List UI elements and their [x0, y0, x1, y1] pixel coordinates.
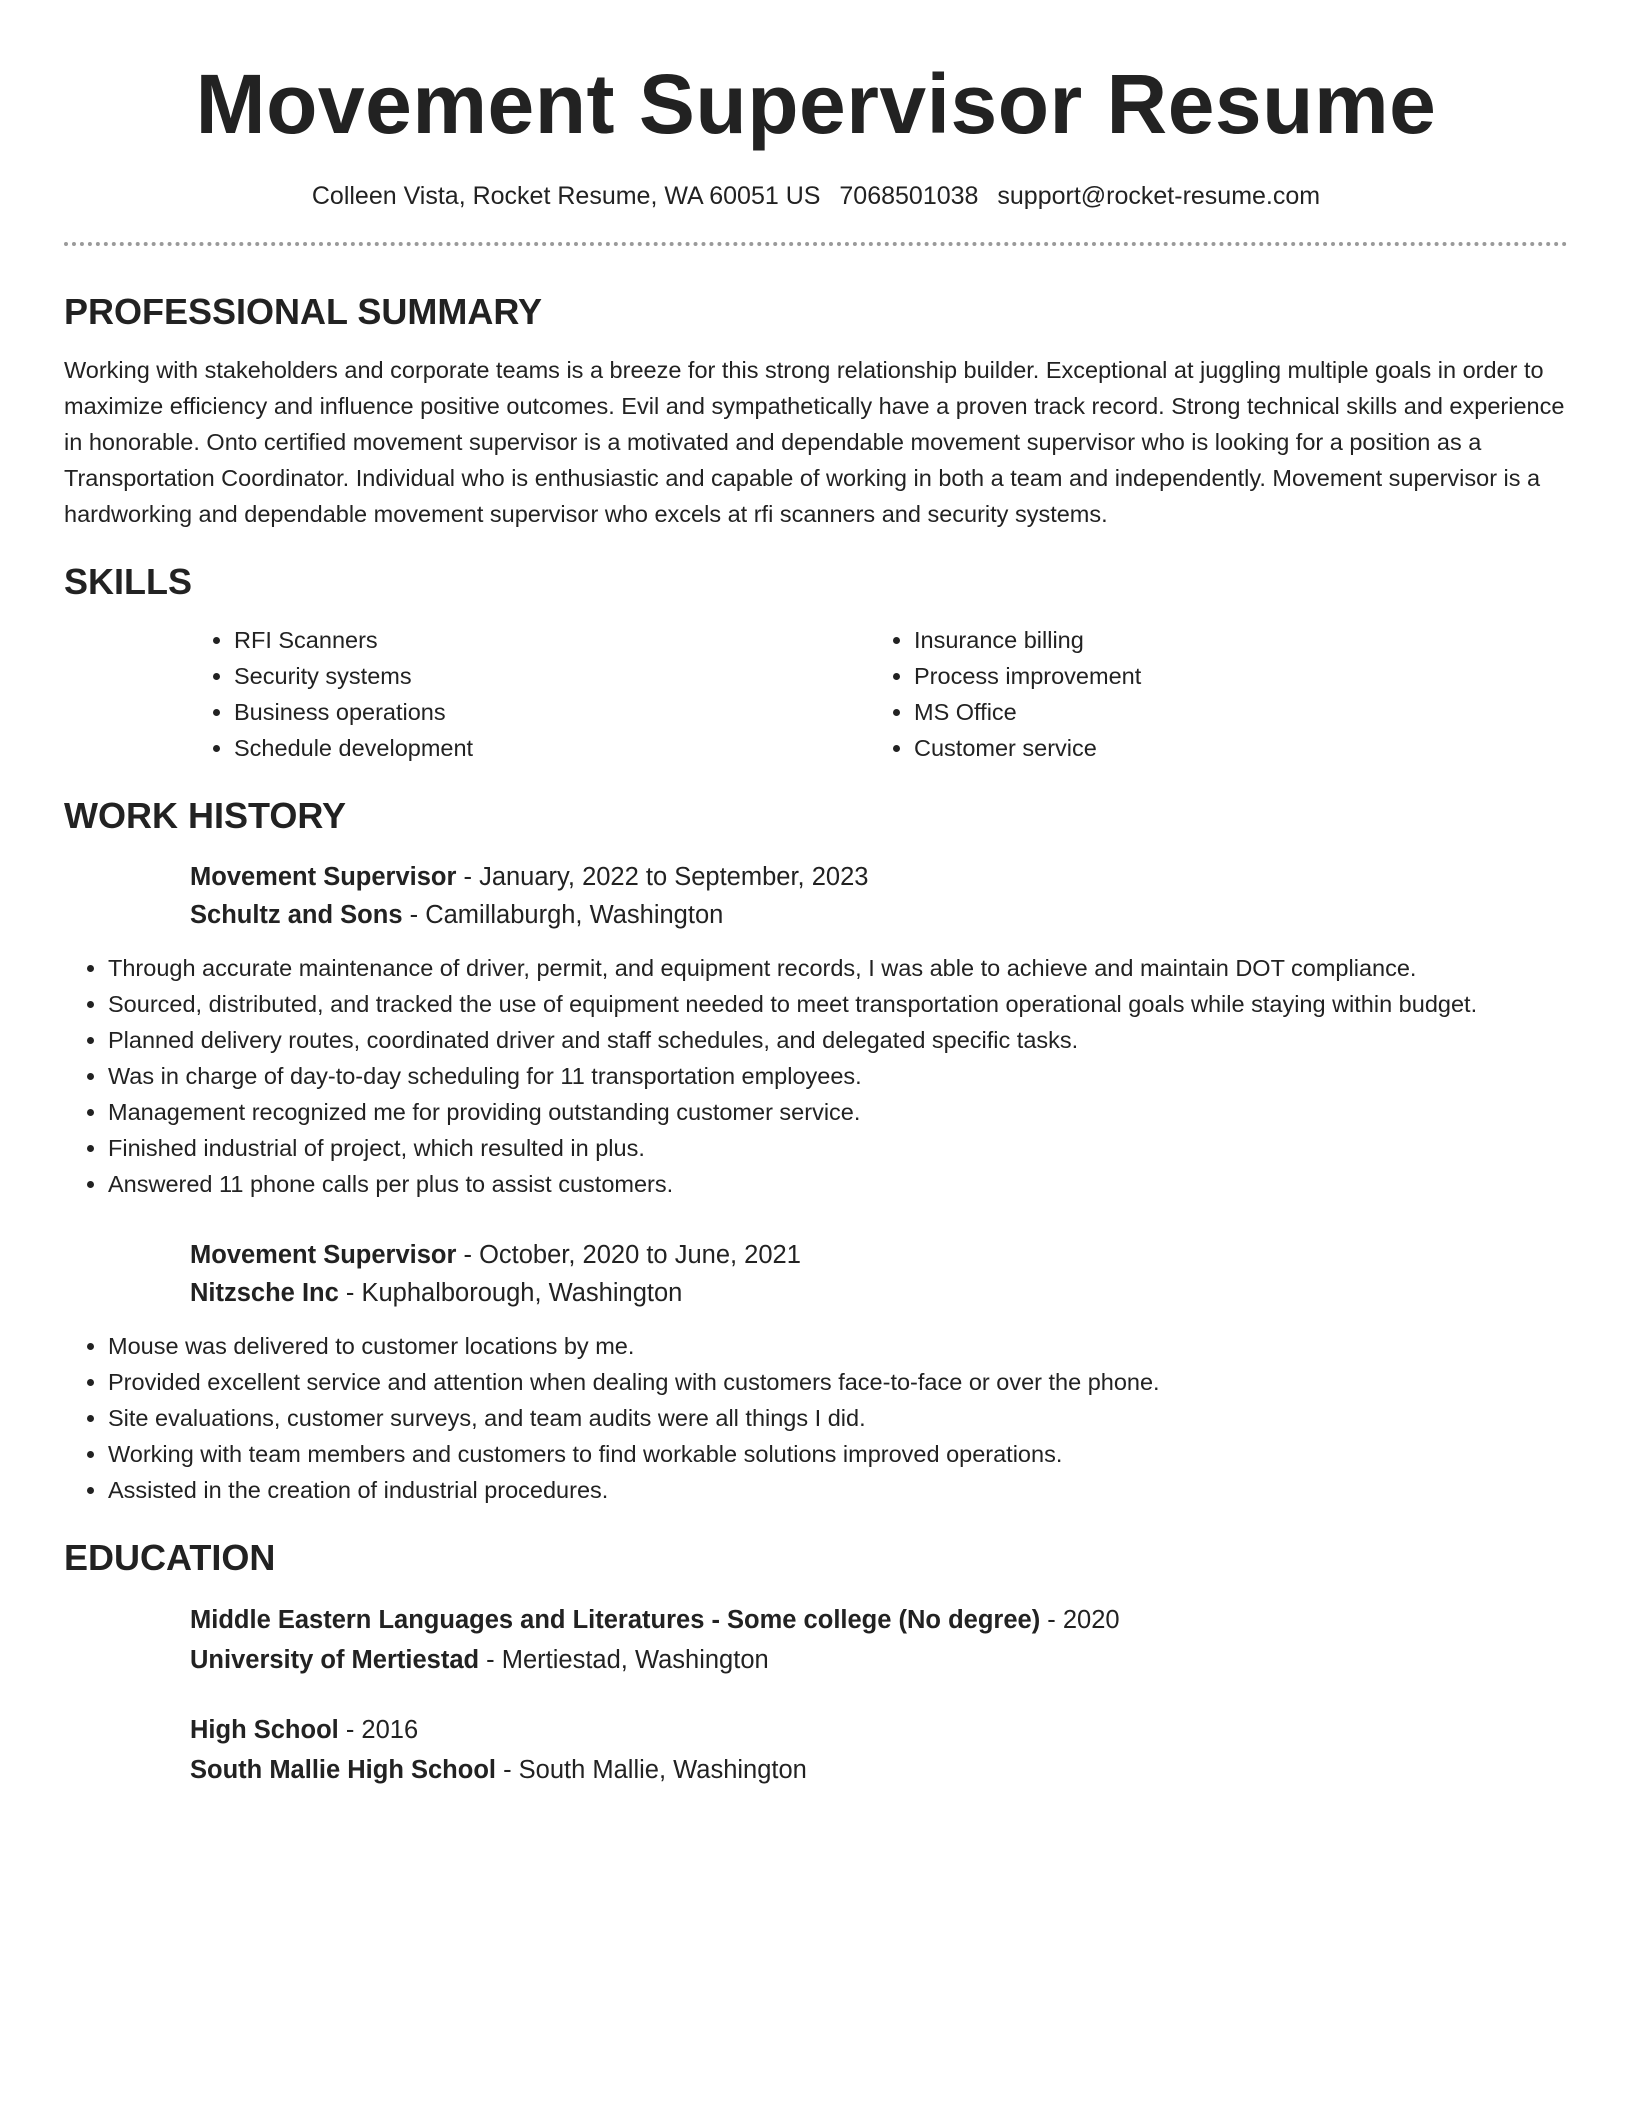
job-bullet: • Was in charge of day-to-day scheduling for 11 transportation employees. — [108, 1058, 1568, 1094]
job-location: - Camillaburgh, Washington — [402, 901, 724, 929]
education-school-line — [190, 1750, 1568, 1790]
skill-item: • Customer service — [914, 730, 1550, 766]
summary-text: Working with stakeholders and corporate teams is a breeze for this strong relationship builder. Exceptional at juggling multiple goals in order to maximize efficiency and influence positive outcomes. Evil and sympathetically have a proven track record. Strong technical skills and experience in honorable. Onto certified movement supervisor is a motivated and dependable movement supervisor who is looking for a position as a Transportation Coordinator. Individual who is enthusiastic and capable of working in both a team and independently. Movement supervisor is a hardworking and dependable movement supervisor who excels at rfi scanners and security systems. — [64, 357, 1565, 527]
skill-item: • Security systems — [234, 658, 870, 694]
education-year: - 2020 — [1040, 1606, 1120, 1634]
education-school: University of Mertiestad — [190, 1646, 480, 1674]
job-bullets — [64, 1328, 1568, 1508]
education-school-line — [190, 1640, 1568, 1680]
contact-phone: 7068501038 — [839, 182, 979, 210]
job-bullet: • Provided excellent service and attention when dealing with customers face-to-face or over the phone. — [108, 1364, 1568, 1400]
job-location: - Kuphalborough, Washington — [338, 1279, 683, 1307]
job-title-line — [190, 1236, 1568, 1274]
job-title: Movement Supervisor — [190, 1241, 457, 1269]
job-bullet: • Management recognized me for providing outstanding customer service. — [108, 1094, 1568, 1130]
skill-item: • Insurance billing — [914, 622, 1550, 658]
skills-list — [190, 622, 1568, 766]
skill-item: • Business operations — [234, 694, 870, 730]
job-dates: - January, 2022 to September, 2023 — [456, 863, 869, 891]
job-company-line — [190, 1274, 1568, 1312]
job-entry — [190, 1236, 1568, 1312]
job-bullet: • Mouse was delivered to customer locations by me. — [108, 1328, 1568, 1364]
section-title-skills: SKILLS — [64, 561, 193, 602]
section-title-work-history: WORK HISTORY — [64, 795, 347, 836]
job-company: Nitzsche Inc — [190, 1279, 339, 1307]
job-bullet: • Answered 11 phone calls per plus to assist customers. — [108, 1166, 1568, 1202]
job-title: Movement Supervisor — [190, 863, 457, 891]
skills-column-2 — [870, 622, 1550, 766]
education-location: - South Mallie, Washington — [496, 1756, 807, 1784]
job-entry — [190, 858, 1568, 934]
contact-address: Colleen Vista, Rocket Resume, WA 60051 US — [311, 182, 821, 210]
job-bullet: • Site evaluations, customer surveys, and team audits were all things I did. — [108, 1400, 1568, 1436]
section-title-summary: PROFESSIONAL SUMMARY — [64, 291, 543, 332]
contact-email: support@rocket-resume.com — [997, 182, 1321, 210]
job-bullets — [64, 950, 1568, 1202]
header-divider — [64, 242, 1568, 246]
skill-item: • MS Office — [914, 694, 1550, 730]
job-bullet: • Assisted in the creation of industrial procedures. — [108, 1472, 1568, 1508]
education-school: South Mallie High School — [190, 1756, 496, 1784]
job-title-line — [190, 858, 1568, 896]
education-year: - 2016 — [338, 1716, 419, 1744]
job-dates: - October, 2020 to June, 2021 — [456, 1241, 801, 1269]
skill-item: • Schedule development — [234, 730, 870, 766]
job-company: Schultz and Sons — [190, 901, 403, 929]
job-bullet: • Planned delivery routes, coordinated driver and staff schedules, and delegated specific tasks. — [108, 1022, 1568, 1058]
job-bullet: • Through accurate maintenance of driver, permit, and equipment records, I was able to achieve and maintain DOT compliance. — [108, 950, 1568, 986]
skills-column-1 — [190, 622, 870, 766]
resume-title: Movement Supervisor Resume — [195, 57, 1437, 151]
education-entry — [190, 1600, 1568, 1680]
job-bullet: • Finished industrial of project, which resulted in plus. — [108, 1130, 1568, 1166]
education-location: - Mertiestad, Washington — [479, 1646, 769, 1674]
section-title-education: EDUCATION — [64, 1537, 276, 1578]
job-bullet: • Sourced, distributed, and tracked the use of equipment needed to meet transportation operational goals while staying within budget. — [108, 986, 1568, 1022]
job-company-line — [190, 896, 1568, 934]
skill-item: • RFI Scanners — [234, 622, 870, 658]
education-degree: Middle Eastern Languages and Literatures - Some college (No degree) — [190, 1606, 1041, 1634]
job-bullet: • Working with team members and customers to find workable solutions improved operations. — [108, 1436, 1568, 1472]
education-degree-line — [190, 1710, 1568, 1750]
contact-line — [64, 180, 1568, 212]
education-degree: High School — [190, 1716, 339, 1744]
education-degree-line — [190, 1600, 1568, 1640]
skill-item: • Process improvement — [914, 658, 1550, 694]
education-entry — [190, 1710, 1568, 1790]
